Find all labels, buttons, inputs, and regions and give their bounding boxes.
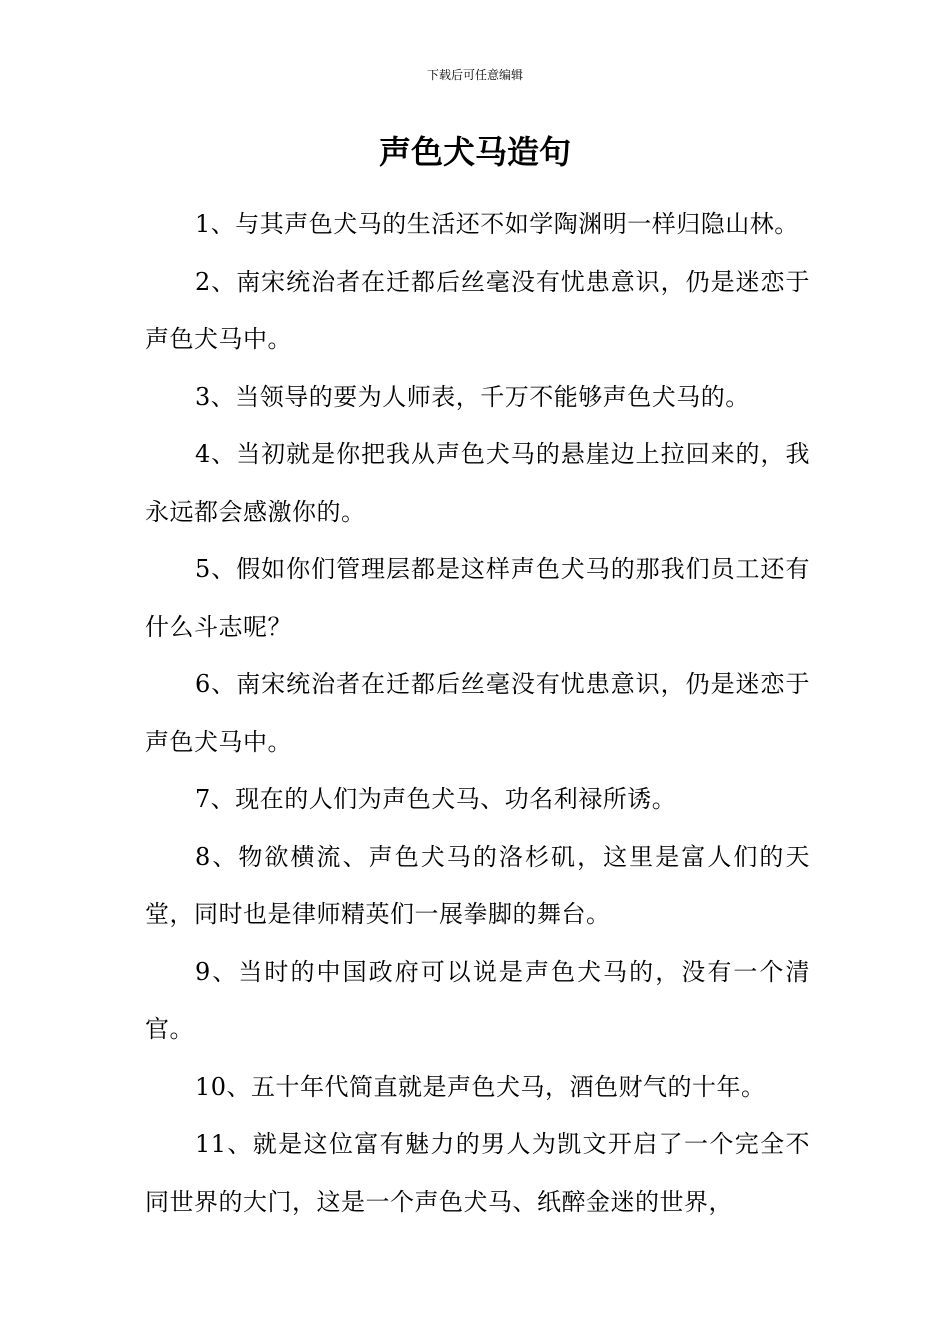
sentence-9: 9、当时的中国政府可以说是声色犬马的，没有一个清官。 (145, 957, 810, 1043)
sentence-10: 10、五十年代简直就是声色犬马，酒色财气的十年。 (195, 1072, 766, 1101)
sentence-1: 1、与其声色犬马的生活还不如学陶渊明一样归隐山林。 (195, 210, 799, 238)
sentence-3: 3、当领导的要为人师表，千万不能够声色犬马的。 (195, 382, 750, 411)
sentence-6: 6、南宋统治者在迁都后丝毫没有忧患意识，仍是迷恋于声色犬马中。 (145, 670, 810, 756)
document-body (145, 196, 810, 1231)
sentence-8: 8、物欲横流、声色犬马的洛杉矶，这里是富人们的天堂，同时也是律师精英们一展拳脚的舞台。 (145, 842, 810, 928)
sentence-2: 2、南宋统治者在迁都后丝毫没有忧患意识，仍是迷恋于声色犬马中。 (145, 267, 810, 353)
header-note: 下载后可任意编辑 (426, 68, 523, 82)
sentence-7: 7、现在的人们为声色犬马、功名利禄所诱。 (195, 785, 677, 813)
sentence-4: 4、当初就是你把我从声色犬马的悬崖边上拉回来的，我永远都会感激你的。 (145, 440, 810, 526)
sentence-5: 5、假如你们管理层都是这样声色犬马的那我们员工还有什么斗志呢？ (145, 555, 810, 641)
sentence-11: 11、就是这位富有魅力的男人为凯文开启了一个完全不同世界的大门，这是一个声色犬马、纸醉金迷的世界， (145, 1130, 810, 1216)
document-title: 声色犬马造句 (378, 133, 571, 171)
